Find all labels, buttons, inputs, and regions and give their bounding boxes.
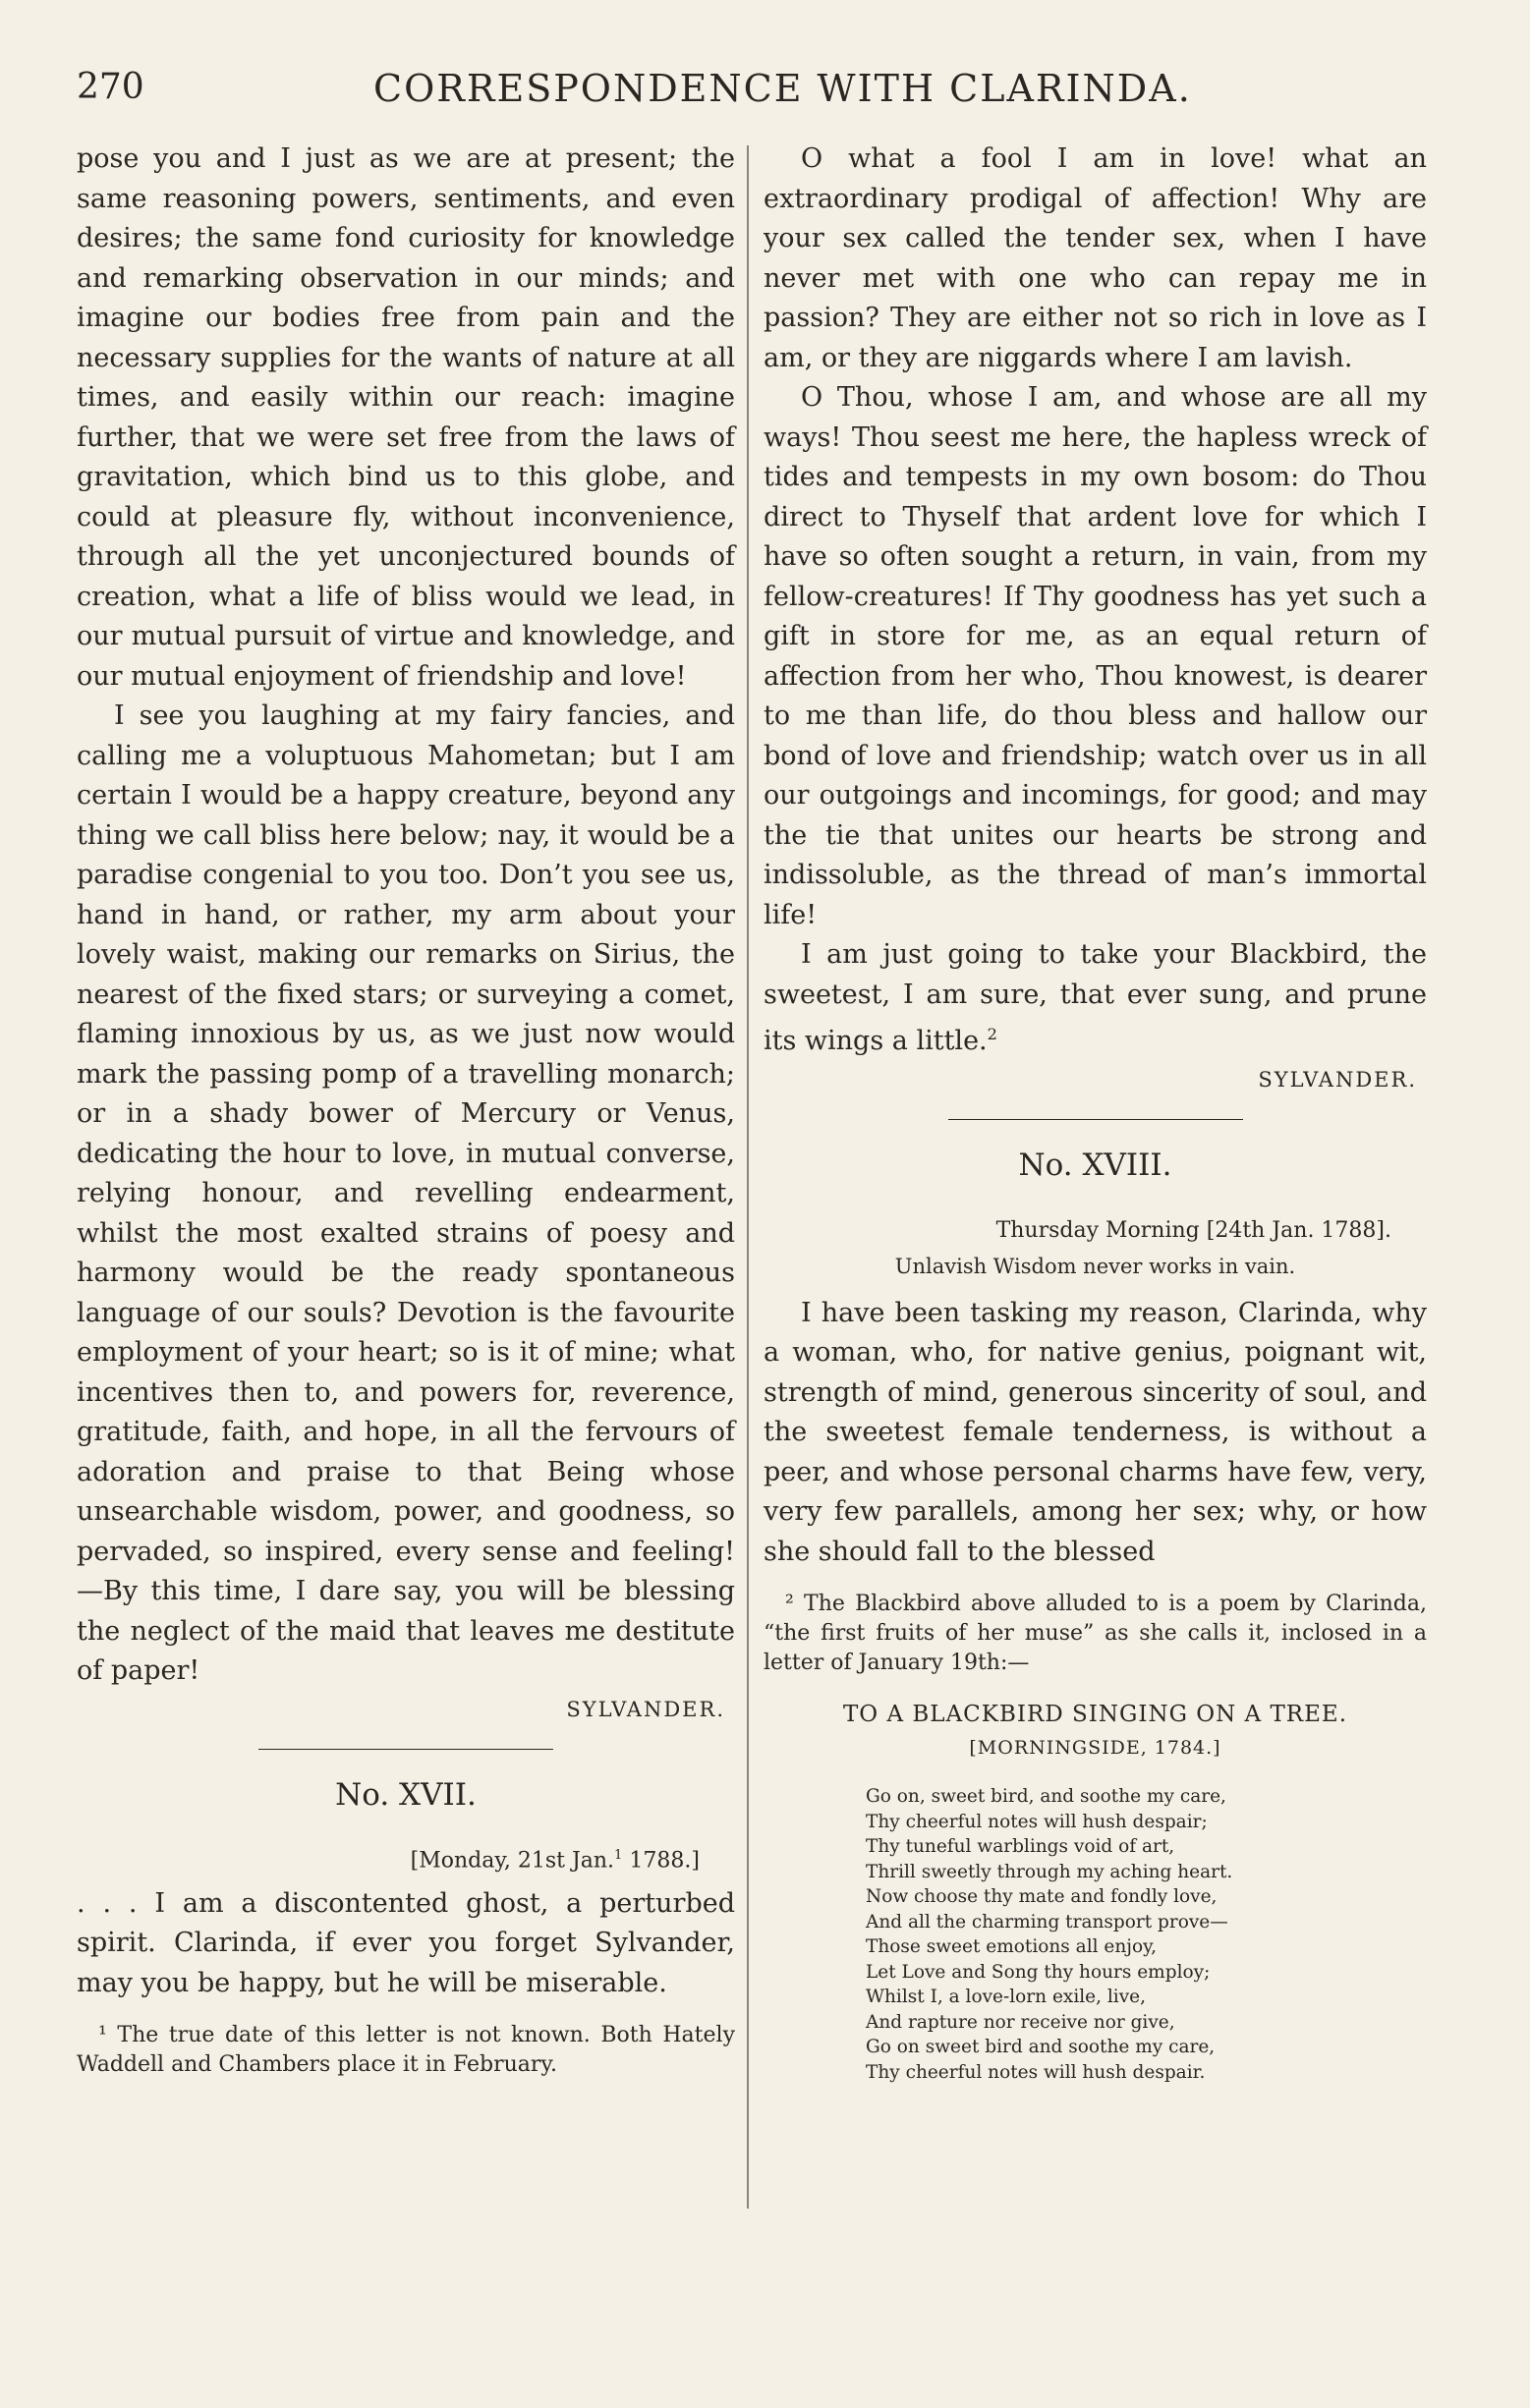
column-divider (747, 145, 749, 2209)
letter-number-xviii: No. XVIII. (1018, 1147, 1172, 1183)
poem-line: And all the charming transport prove— (866, 1911, 1228, 1932)
left-paragraph-2: I see you laughing at my fairy fancies, and calling me a voluptuous Mahometan; but I am certain I would be a happy creature, beyond any thing we call bliss here below; nay, it would be a paradise congenial to you too. Don’t you see us, hand in hand, or rather, my arm about your lovely waist, making our remarks on Sirius, the nearest of the fixed stars; or surveying a comet, flaming innoxious by us, as we just now would mark the passing pomp of a travelling monarch; or in a shady bower of Mercury or Venus, dedicating the hour to love, in mutual converse, relying honour, and revelling endearment, whilst the most exalted strains of poesy and harmony would be the ready spontaneous language of our souls? Devotion is the favourite employment of your heart; so is it of mine; what incentives then to, and powers for, reverence, gratitude, faith, and hope, in all the fervours of adoration and praise to that Being whose unsearchable wisdom, power, and goodness, so pervaded, so inspired, every sense and feeling! —By this time, I dare say, you will be blessing the neglect of the maid that leaves me destitute of paper! (77, 700, 735, 1686)
footnote-2: ² The Blackbird above alluded to is a poem by Clarinda, “the first fruits of her muse” as she calls it, inclosed in a letter of January 19th:— (764, 1592, 1427, 1675)
poem-line: And rapture nor receive nor give, (866, 2011, 1175, 2033)
right-paragraph-3-text: I am just going to take your Blackbird, the sweetest, I am sure, that ever sung, and prune its wings a little. (764, 939, 1427, 1056)
poem-line: Thrill sweetly through my aching heart. (866, 1861, 1233, 1882)
footnote-marker-2: 2 (987, 1025, 997, 1043)
poem-line: Thy tuneful warblings void of art, (866, 1836, 1175, 1857)
right-column (764, 140, 1427, 2085)
poem (866, 1784, 1427, 2085)
poem-line: Those sweet emotions all enjoy, (866, 1936, 1158, 1957)
poem-line: Go on sweet bird and soothe my care, (866, 2037, 1216, 2057)
left-paragraph-1: pose you and I just as we are at present; the same reasoning powers, sentiments, and even desires; the same fond curiosity for knowledge and remarking observation in our minds; and imagine our bodies free from pain and the necessary supplies for the wants of nature at all times, and easily within our reach: imagine further, that we were set free from the laws of gravitation, which bind us to this globe, and could at pleasure fly, without inconvenience, through all the yet unconjectured bounds of creation, what a life of bliss would we lead, in our mutual pursuit of virtue and knowledge, and our mutual enjoyment of friendship and love! (77, 143, 735, 692)
date-text: [Monday, 21st Jan. (410, 1847, 615, 1873)
poem-line: Whilst I, a love-lorn exile, live, (866, 1987, 1146, 2007)
footnote-marker-1: 1 (614, 1847, 623, 1863)
left-paragraph-3: . . . I am a discontented ghost, a perturbed spirit. Clarinda, if ever you forget Sylvander, may you be happy, but he will be miserable. (77, 1887, 735, 1998)
signature-sylvander-2: SYLVANDER. (1258, 1067, 1417, 1092)
running-title: CORRESPONDENCE WITH CLARINDA. (373, 67, 1192, 110)
section-separator-1 (258, 1749, 553, 1750)
right-paragraph-3 (764, 935, 1427, 1062)
right-paragraph-1: O what a fool I am in love! what an extraordinary prodigal of affection! Why are your sex called the tender sex, when I have never met with one who can repay me in passion? They are either not so rich in love as I am, or they are niggards where I am lavish. (764, 143, 1427, 373)
date-year: 1788.] (622, 1847, 700, 1873)
section-separator-2 (948, 1119, 1243, 1120)
poem-line: Now choose thy mate and fondly love, (866, 1886, 1218, 1907)
right-paragraph-2: O Thou, whose I am, and whose are all my ways! Thou seest me here, the hapless wreck of tides and tempests in my own bosom: do Thou direct to Thyself that ardent love for which I have so often sought a return, in vain, from my fellow-creatures! If Thy goodness has yet such a gift in store for me, as an equal return of affection from her who, Thou knowest, is dearer to me than life, do thou bless and hallow our bond of love and friendship; watch over us in all our outgoings and incomings, for good; and may the tie that unites our hearts be strong and indissoluble, as the thread of man’s immortal life! (764, 382, 1427, 930)
right-paragraph-4: I have been tasking my reason, Clarinda, why a woman, who, for native genius, poignant wit, strength of mind, generous sincerity of soul, and the sweetest female tenderness, is without a peer, and whose personal charms have few, very, very few parallels, among her sex; why, or how she should fall to the blessed (764, 1297, 1427, 1567)
poem-line: Thy cheerful notes will hush despair; (866, 1811, 1208, 1832)
signature-sylvander-1: SYLVANDER. (566, 1697, 725, 1721)
letter-dateline-xviii: Thursday Morning [24th Jan. 1788]. (995, 1217, 1391, 1243)
letter-motto: Unlavish Wisdom never works in vain. (894, 1254, 1296, 1278)
footnote-1: ¹ The true date of this letter is not known. Both Hately Waddell and Chambers place it in February. (77, 2023, 735, 2078)
letter-dateline-xvii (77, 1848, 700, 1873)
poem-line: Let Love and Song thy hours employ; (866, 1961, 1211, 1983)
left-column (77, 140, 735, 2080)
poem-line: Go on, sweet bird, and soothe my care, (866, 1786, 1226, 1807)
letter-number-xvii: No. XVII. (335, 1776, 477, 1813)
poem-line: Thy cheerful notes will hush despair. (866, 2061, 1206, 2083)
poem-title: TO A BLACKBIRD SINGING ON A TREE. (842, 1702, 1348, 1727)
poem-place: [MORNINGSIDE, 1784.] (969, 1737, 1221, 1759)
page-number: 270 (77, 67, 144, 107)
